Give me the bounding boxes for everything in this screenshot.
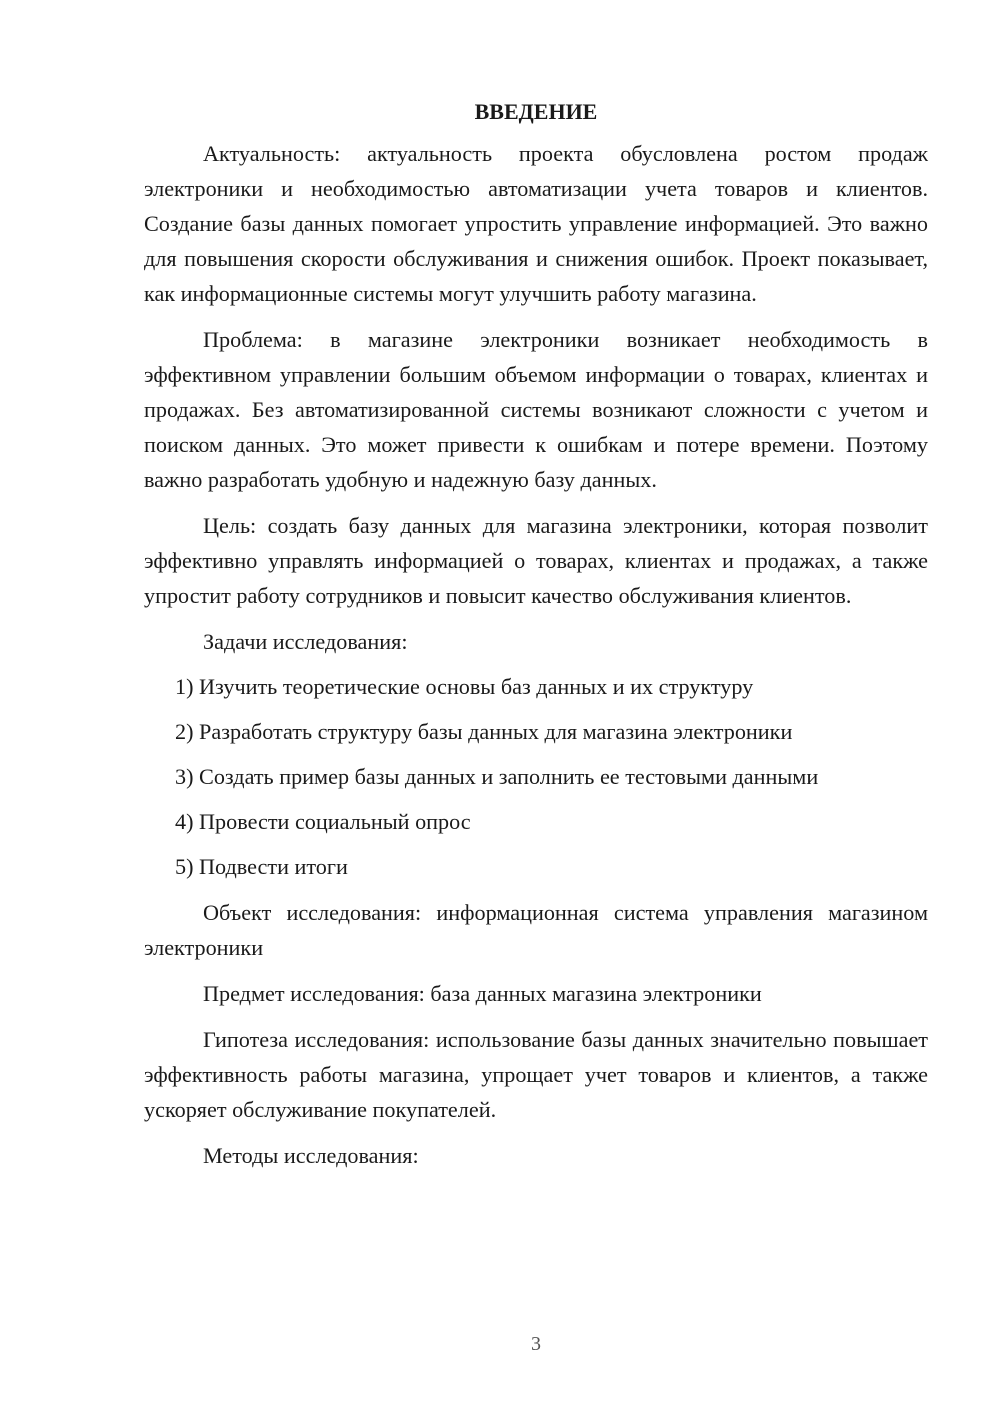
paragraph-subject: Предмет исследования: база данных магазина электроники [203,981,762,1006]
page-content [144,94,928,1173]
paragraph-relevance: Актуальность: актуальность проекта обусловлена ростом продаж электроники и необходимостью автоматизации учета товаров и клиентов. Создание базы данных помогает упростить управление информацией. Это важно для повышения скорости обслуживания и снижения ошибок. Проект показывает, как информационные системы могут улучшить работу магазина. [144,141,928,306]
paragraph-object: Объект исследования: информационная система управления магазином электроники [144,900,928,960]
page-title: ВВЕДЕНИЕ [474,99,598,124]
list-item: 4) Провести социальный опрос [175,809,471,834]
tasks-heading: Задачи исследования: [203,629,408,654]
list-item: 1) Изучить теоретические основы баз данных и их структуру [175,674,754,699]
paragraph-goal: Цель: создать базу данных для магазина электроники, которая позволит эффективно управлять информацией о товарах, клиентах и продажах, а также упростит работу сотрудников и повысит качество обслуживания клиентов. [144,513,928,608]
methods-heading: Методы исследования: [203,1143,419,1168]
paragraph-problem: Проблема: в магазине электроники возникает необходимость в эффективном управлении большим объемом информации о товарах, клиентах и продажах. Без автоматизированной системы возникают сложности с учетом и поиском данных. Это может привести к ошибкам и потере времени. Поэтому важно разработать удобную и надежную базу данных. [144,327,928,492]
page-number: 3 [531,1333,541,1355]
list-item: 3) Создать пример базы данных и заполнить ее тестовыми данными [175,764,819,789]
list-item: 5) Подвести итоги [175,854,348,879]
list-item: 2) Разработать структуру базы данных для магазина электроники [175,719,793,744]
paragraph-hypothesis: Гипотеза исследования: использование базы данных значительно повышает эффективность работы магазина, упрощает учет товаров и клиентов, а также ускоряет обслуживание покупателей. [144,1027,928,1122]
tasks-list [144,669,928,884]
